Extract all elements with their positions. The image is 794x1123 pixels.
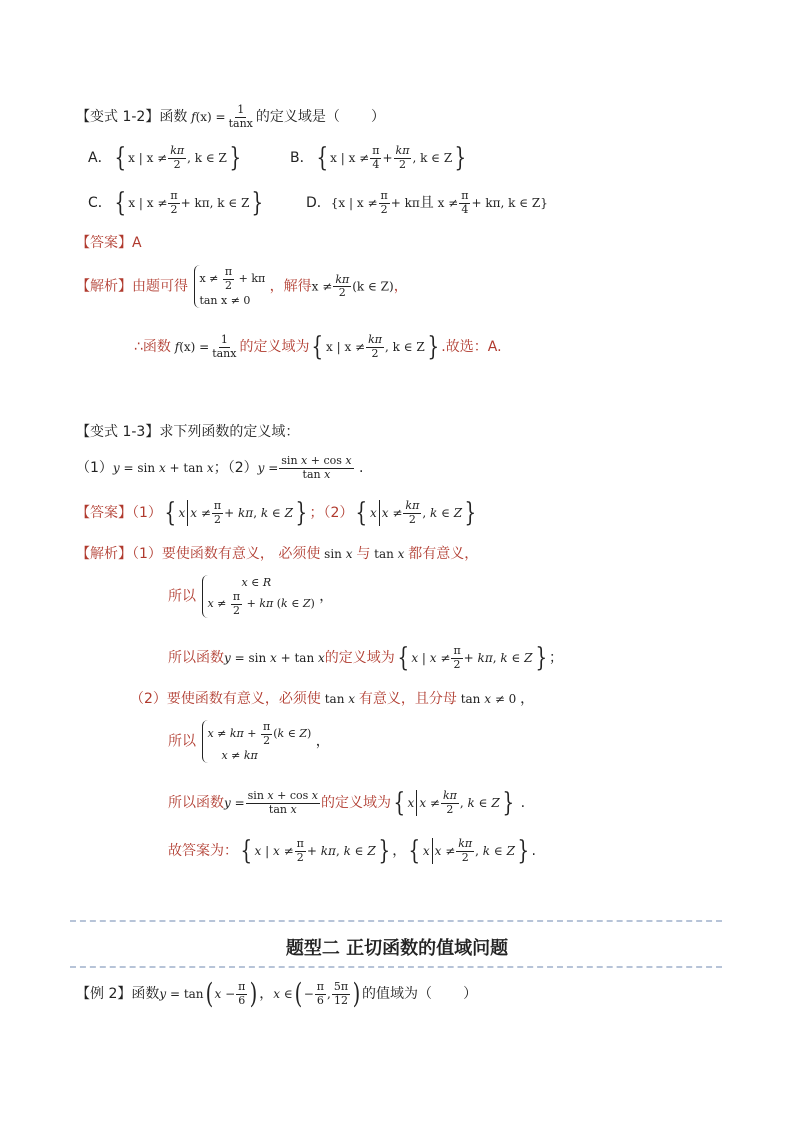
answer-1-3: 【答案】（1）{ x x ≠ $\frac{\pi}{2}$ + kπ, k ∈ Z} ；（2）{ x x ≠ $\frac{k\pi}{2}$ , k ∈ Z} [76, 498, 477, 529]
solution-1-3-system1: 所以 x ∈ R x ≠ $\frac{\pi}{2}$ + kπ (k ∈ Z) ， [168, 576, 334, 617]
fraction: $\frac{1}{\tan x}$ [228, 103, 253, 130]
section-divider-top [70, 920, 722, 922]
solution-1-3-part1: 【解析】（1）要使函数有意义， 必须使 sin x 与 tan x 都有意义， [76, 546, 479, 562]
section-divider-bottom [70, 966, 722, 968]
answer-1-2: 【答案】A [76, 235, 142, 251]
question-1-3: 【变式 1-3】求下列函数的定义域： [76, 424, 300, 440]
option-a: A．{ x | x ≠ $\frac{k\pi}{2}$ , k ∈ Z} [88, 143, 241, 174]
question-1-3-parts: （1）y = sin x + tan x；（2）y = $\frac{\text{sin x + cos x}}{\text{tan x}}$ . [76, 454, 364, 481]
solution-1-2-conclusion: ∴函数 f(x) = $\frac{1}{\tan x}$ 的定义域为{ x | x ≠ $\frac{k\pi}{2}$ , k ∈ Z} .故选：A. [134, 332, 502, 363]
example-2: 【例 2】函数y = tan( x − $\frac{\pi}{6}$ ) ，x ∈( − $\frac{\pi}{6}$ , $\frac{5\pi}{12}$ ) 的值域为（ ） [76, 977, 478, 1010]
solution-1-3-final: 故答案为：{ x | x ≠ $\frac{\pi}{2}$ + kπ, k ∈ Z} ，{ x x ≠ $\frac{k\pi}{2}$ , k ∈ Z} . [168, 836, 536, 867]
question-1-2: 【变式 1-2】函数 f(x) = $\frac{1}{\tan x}$ 的定义域是（ ） [76, 103, 386, 130]
equation-system: x ≠ $\frac{\pi}{2}$ + kπ tan x ≠ 0 [194, 265, 265, 308]
question-tail: 的定义域是（ ） [255, 109, 386, 126]
section-title: 题型二 正切函数的值域问题 [285, 938, 509, 959]
solution-1-2: 【解析】由题可得 x ≠ $\frac{\pi}{2}$ + kπ tan x ≠ 0 ，解得x ≠ $\frac{k\pi}{2}$ (k ∈ Z)， [76, 265, 408, 308]
solution-1-3-domain1: 所以函数y = sin x + tan x的定义域为{ x | x ≠ $\frac{\pi}{2}$ + kπ, k ∈ Z} ； [168, 643, 564, 674]
option-b: B．{ x | x ≠ $\frac{\pi}{4}$ + $\frac{k\pi}{2}$ , k ∈ Z} [290, 143, 467, 174]
example-2-tail: 的值域为（ ） [362, 986, 478, 1002]
option-c: C．{ x | x ≠ $\frac{\pi}{2}$ + kπ, k ∈ Z} [88, 188, 264, 219]
option-d: D．{x | x ≠ $\frac{\pi}{2}$ + kπ且 x ≠ $\frac{\pi}{4}$ + kπ, k ∈ Z} [306, 189, 548, 216]
solution-1-3-system2: 所以 x ≠ kπ + $\frac{\pi}{2}$ (k ∈ Z) x ≠ kπ ， [168, 720, 330, 763]
solution-1-3-domain2: 所以函数y = $\frac{\text{sin x + cos x}}{\text{tan x}}$ 的定义域为{ x x ≠ $\frac{k\pi}{2}$ , k ∈ Z} . [168, 788, 526, 819]
question-label: 【变式 1-2】函数 [76, 109, 188, 126]
solution-1-3-part2: （2）要使函数有意义，必须使 tan x 有意义，且分母 tan x ≠ 0 ， [130, 691, 535, 707]
